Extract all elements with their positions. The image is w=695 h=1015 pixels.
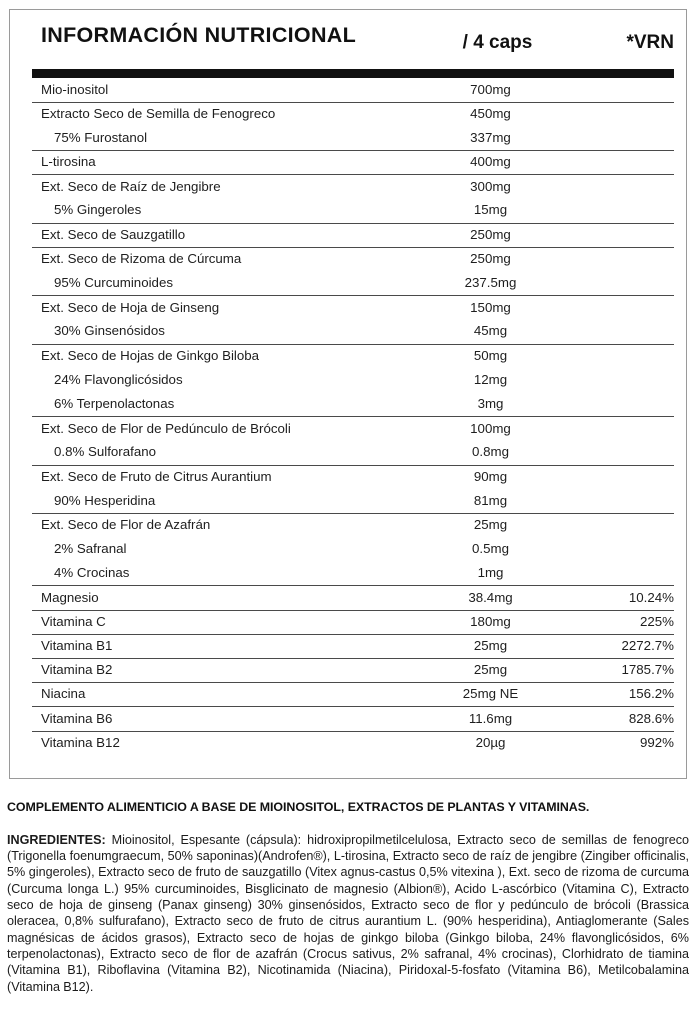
- nutrient-name: Vitamina C: [32, 610, 428, 634]
- nutrient-vrn: [553, 78, 674, 102]
- nutrient-name: 95% Curcuminoides: [32, 272, 428, 296]
- table-row: [32, 175, 674, 199]
- nutrient-amount: 1mg: [428, 562, 553, 586]
- nutrient-vrn: [553, 417, 674, 441]
- nutrient-vrn: [553, 151, 674, 175]
- nutrient-vrn: [553, 513, 674, 537]
- nutrient-name: 30% Ginsenósidos: [32, 320, 428, 344]
- nutrient-name: Extracto Seco de Semilla de Fenogreco: [41, 106, 276, 122]
- nutrient-name: Vitamina B12: [41, 735, 120, 751]
- table-row: [32, 272, 674, 296]
- nutrient-name: Vitamina B2: [32, 659, 428, 683]
- table-row: [32, 634, 674, 658]
- nutrient-name: Vitamina B1: [32, 634, 428, 658]
- table-row: [32, 586, 674, 610]
- nutrient-amount: 450mg: [470, 106, 511, 122]
- nutrient-name: Magnesio: [32, 586, 428, 610]
- nutrient-name: 75% Furostanol: [32, 126, 428, 150]
- nutrient-vrn: 156.2%: [553, 683, 674, 707]
- nutrient-amount: 90mg: [473, 469, 508, 485]
- nutrition-facts-panel: [9, 9, 687, 779]
- nutrient-name: 90% Hesperidina: [32, 489, 428, 513]
- nutrient-vrn: 992%: [639, 735, 674, 751]
- nutrient-amount: 38.4mg: [428, 586, 553, 610]
- nutrient-name: Ext. Seco de Sauzgatillo: [32, 223, 428, 247]
- nutrient-amount: 100mg: [470, 420, 511, 436]
- nutrient-amount: 0.5mg: [472, 541, 509, 557]
- ingredients-text: Mioinositol, Espesante (cápsula): hidroxipropilmetilcelulosa, Extracto seco de semillas de fenogreco (Trigonella foenumgraecum, 50% saponinas)(Androfen®), L-tirosina, Extracto seco de raíz de jengibre (Zingiber officinalis, 5% gingeroles), Extracto seco de fruto de sauzgatillo (Vitex agnus-castus 0,5% vitexina ), Ext. seco de rizoma de curcuma (Curcuma longa L.) 95% curcuminoides, Bisglicinato de magnesio (Albion®), Acido L-ascórbico (Vitamina C), Extracto seco de hoja de ginseng (Panax ginseng) 30% ginsenósidos, Extracto seco de flor y pedúnculo de brócoli (Brassica oleracea, 0,8% sulfurafano), Extracto seco de fruto de citrus aurantium L. (90% hesperidina), Antiaglomerante (Sales magnésicas de ácidos grasos), Extracto seco de hojas de ginkgo biloba (Ginkgo biloba, 24% flavonglicósidos, 6% terpenolactonas), Extracto seco de flor de azafrán (Crocus sativus, 2% safranal, 4% crocinas), Clorhidrato de tiamina (Vitamina B1), Riboflavina (Vitamina B2), Nicotinamida (Niacina), Piridoxal-5-fosfato (Vitamina B6), Metilcobalamina (Vitamina B12).: [7, 832, 689, 994]
- nutrient-vrn: [553, 272, 674, 296]
- nutrient-amount: 12mg: [473, 372, 508, 388]
- nutrient-vrn: [553, 441, 674, 465]
- header-divider-bar: [32, 69, 674, 78]
- nutrient-name: Ext. Seco de Hoja de Ginseng: [41, 299, 220, 315]
- table-row: [32, 683, 674, 707]
- nutrient-vrn: [553, 247, 674, 271]
- nutrient-vrn: [553, 199, 674, 223]
- nutrient-name: Ext. Seco de Flor de Pedúnculo de Brócoli: [41, 420, 291, 436]
- nutrient-name: 2% Safranal: [54, 541, 127, 557]
- table-row: [32, 610, 674, 634]
- product-claim: COMPLEMENTO ALIMENTICIO A BASE DE MIOINOSITOL, EXTRACTOS DE PLANTAS Y VITAMINAS.: [7, 800, 590, 814]
- nutrient-amount: 237.5mg: [428, 272, 553, 296]
- ingredients-label: INGREDIENTES:: [7, 832, 106, 847]
- nutrient-amount: 81mg: [428, 489, 553, 513]
- nutrient-vrn: [553, 392, 674, 416]
- nutrient-name: 6% Terpenolactonas: [32, 392, 428, 416]
- nutrient-amount: 300mg: [470, 178, 511, 194]
- table-row: [32, 102, 674, 126]
- nutrient-vrn: [553, 320, 674, 344]
- nutrient-vrn: 1785.7%: [553, 659, 674, 683]
- table-row: [32, 562, 674, 586]
- nutrient-amount: 180mg: [428, 610, 553, 634]
- nutrient-amount: 337mg: [428, 126, 553, 150]
- nutrition-table-body: [32, 78, 674, 755]
- nutrient-name: Ext. Seco de Flor de Azafrán: [41, 517, 211, 533]
- nutrient-vrn: 225%: [553, 610, 674, 634]
- table-row: [32, 707, 674, 731]
- nutrient-amount: 250mg: [428, 223, 553, 247]
- panel-inner: [10, 10, 686, 765]
- table-row: [32, 126, 674, 150]
- nutrient-amount: 150mg: [470, 299, 511, 315]
- table-row: [32, 659, 674, 683]
- table-row: [32, 368, 674, 392]
- table-row: [32, 441, 674, 465]
- nutrient-vrn: [553, 465, 674, 489]
- nutrient-vrn: [553, 175, 674, 199]
- nutrient-vrn: [553, 344, 674, 368]
- nutrient-name: Ext. Seco de Hojas de Ginkgo Biloba: [41, 348, 260, 364]
- nutrient-vrn: 828.6%: [553, 707, 674, 731]
- table-row: [32, 296, 674, 320]
- nutrient-name: Ext. Seco de Raíz de Jengibre: [41, 178, 221, 194]
- table-row: [32, 78, 674, 102]
- table-row: [32, 392, 674, 416]
- nutrient-vrn: 10.24%: [553, 586, 674, 610]
- nutrient-vrn: 2272.7%: [553, 634, 674, 658]
- nutrient-amount: 700mg: [428, 78, 553, 102]
- nutrient-name: 5% Gingeroles: [32, 199, 428, 223]
- table-row: [32, 538, 674, 562]
- table-row: [32, 247, 674, 271]
- nutrient-name: Mio-inositol: [32, 78, 428, 102]
- table-row: [32, 417, 674, 441]
- nutrient-name: Ext. Seco de Fruto de Citrus Aurantium: [41, 469, 272, 485]
- nutrient-amount: 20µg: [475, 735, 506, 751]
- nutrient-amount: 11.6mg: [428, 707, 553, 731]
- nutrient-vrn: [553, 368, 674, 392]
- nutrition-table: [32, 78, 674, 755]
- nutrient-amount: 3mg: [428, 392, 553, 416]
- nutrient-name: 0.8% Sulforafano: [32, 441, 428, 465]
- nutrient-amount: 250mg: [470, 251, 511, 267]
- nutrient-name: Vitamina B6: [32, 707, 428, 731]
- nutrient-amount: 0.8mg: [428, 441, 553, 465]
- nutrient-amount: 25mg: [428, 634, 553, 658]
- dose-column-header: / 4 caps: [462, 32, 533, 53]
- nutrient-vrn: [553, 489, 674, 513]
- table-row: [32, 513, 674, 537]
- table-row: [32, 223, 674, 247]
- nutrient-amount: 400mg: [428, 151, 553, 175]
- table-row: [32, 199, 674, 223]
- table-row: [32, 731, 674, 755]
- table-row: [32, 489, 674, 513]
- nutrient-vrn: [553, 296, 674, 320]
- nutrient-amount: 50mg: [473, 348, 508, 364]
- table-row: [32, 320, 674, 344]
- nutrient-vrn: [553, 538, 674, 562]
- nutrient-vrn: [553, 102, 674, 126]
- vrn-column-header: *VRN: [626, 32, 674, 53]
- table-row: [32, 151, 674, 175]
- panel-title: INFORMACIÓN NUTRICIONAL: [41, 23, 357, 47]
- nutrient-name: Ext. Seco de Rizoma de Cúrcuma: [41, 251, 242, 267]
- nutrient-vrn: [553, 562, 674, 586]
- ingredients-paragraph: [7, 832, 689, 995]
- label-footer: [7, 800, 689, 995]
- table-row: [32, 344, 674, 368]
- nutrient-vrn: [553, 223, 674, 247]
- nutrient-amount: 45mg: [428, 320, 553, 344]
- table-row: [32, 465, 674, 489]
- nutrient-amount: 15mg: [428, 199, 553, 223]
- nutrient-name: 4% Crocinas: [32, 562, 428, 586]
- nutrient-name: 24% Flavonglicósidos: [54, 372, 183, 388]
- nutrient-vrn: [553, 126, 674, 150]
- nutrient-amount: 25mg NE: [428, 683, 553, 707]
- nutrient-name: L-tirosina: [32, 151, 428, 175]
- nutrient-amount: 25mg: [473, 517, 508, 533]
- nutrient-amount: 25mg: [428, 659, 553, 683]
- nutrient-name: Niacina: [32, 683, 428, 707]
